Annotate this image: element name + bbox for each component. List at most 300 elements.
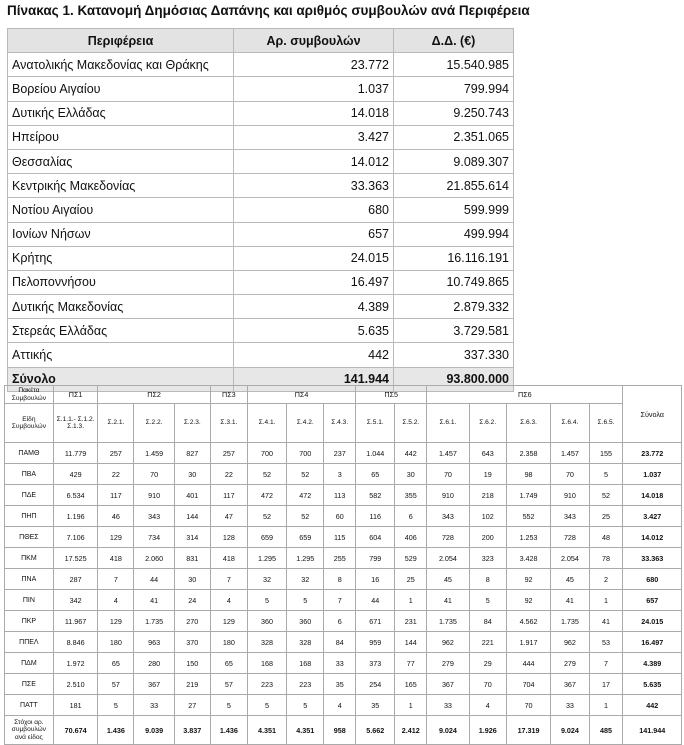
value-cell: 659 — [247, 527, 286, 548]
value-cell: 2.054 — [551, 548, 589, 569]
value-cell: 144 — [174, 506, 210, 527]
value-cell: 129 — [98, 527, 134, 548]
target-value-cell: 9.024 — [551, 716, 589, 745]
value-cell: 33 — [324, 653, 356, 674]
target-value-cell: 4.351 — [247, 716, 286, 745]
value-cell: 1.459 — [134, 443, 174, 464]
table-row — [8, 198, 514, 222]
package-group-header: ΠΣ6 — [427, 386, 623, 404]
value-cell: 84 — [469, 611, 506, 632]
region-code-cell: ΠΗΠ — [5, 506, 54, 527]
value-cell: 8 — [469, 569, 506, 590]
row-total-cell: 5.635 — [623, 674, 682, 695]
value-cell: 5 — [287, 590, 324, 611]
advice-count-cell: 1.037 — [234, 77, 394, 101]
value-cell: 168 — [247, 653, 286, 674]
value-cell: 8 — [324, 569, 356, 590]
value-cell: 78 — [589, 548, 623, 569]
advice-count-cell: 3.427 — [234, 125, 394, 149]
target-value-cell: 2.412 — [395, 716, 427, 745]
table-row — [8, 53, 514, 77]
value-cell: 280 — [134, 653, 174, 674]
advice-count-cell: 24.015 — [234, 246, 394, 270]
advice-type-header: Σ.1.1.- Σ.1.2. Σ.1.3. — [53, 404, 98, 443]
public-expenditure-cell: 3.729.581 — [394, 319, 514, 343]
total-public-expenditure: 93.800.000 — [394, 367, 514, 391]
row-total-cell: 657 — [623, 590, 682, 611]
table-row — [5, 527, 682, 548]
value-cell: 418 — [98, 548, 134, 569]
value-cell: 7.106 — [53, 527, 98, 548]
advice-count-cell: 657 — [234, 222, 394, 246]
target-value-cell: 5.662 — [356, 716, 395, 745]
table-row — [8, 174, 514, 198]
value-cell: 65 — [98, 653, 134, 674]
value-cell: 728 — [551, 527, 589, 548]
value-cell: 1 — [589, 590, 623, 611]
value-cell: 115 — [324, 527, 356, 548]
value-cell: 70 — [506, 695, 551, 716]
value-cell: 102 — [469, 506, 506, 527]
region-code-cell: ΠΣΕ — [5, 674, 54, 695]
table-row — [5, 443, 682, 464]
table-row — [8, 343, 514, 367]
target-value-cell: 3.837 — [174, 716, 210, 745]
public-expenditure-cell: 9.089.307 — [394, 149, 514, 173]
advice-type-header: Σ.3.1. — [210, 404, 247, 443]
value-cell: 44 — [134, 569, 174, 590]
value-cell: 41 — [589, 611, 623, 632]
value-cell: 1.917 — [506, 632, 551, 653]
public-expenditure-cell: 499.994 — [394, 222, 514, 246]
value-cell: 52 — [287, 464, 324, 485]
public-expenditure-cell: 16.116.191 — [394, 246, 514, 270]
advice-type-header: Σ.4.2. — [287, 404, 324, 443]
value-cell: 827 — [174, 443, 210, 464]
value-cell: 4 — [469, 695, 506, 716]
value-cell: 367 — [551, 674, 589, 695]
value-cell: 2.510 — [53, 674, 98, 695]
package-group-header: ΠΣ3 — [210, 386, 247, 404]
value-cell: 57 — [210, 674, 247, 695]
value-cell: 11.967 — [53, 611, 98, 632]
value-cell: 343 — [427, 506, 469, 527]
value-cell: 70 — [134, 464, 174, 485]
value-cell: 231 — [395, 611, 427, 632]
value-cell: 45 — [551, 569, 589, 590]
value-cell: 4 — [98, 590, 134, 611]
value-cell: 254 — [356, 674, 395, 695]
value-cell: 799 — [356, 548, 395, 569]
value-cell: 643 — [469, 443, 506, 464]
region-cell: Ανατολικής Μακεδονίας και Θράκης — [8, 53, 234, 77]
row-total-cell: 3.427 — [623, 506, 682, 527]
row-total-cell: 24.015 — [623, 611, 682, 632]
advice-type-header: Σ.6.3. — [506, 404, 551, 443]
value-cell: 129 — [98, 611, 134, 632]
value-cell: 910 — [427, 485, 469, 506]
table1-title: Πίνακας 1. Κατανομή Δημόσιας Δαπάνης και αριθμός συμβουλών ανά Περιφέρεια — [7, 3, 530, 18]
advice-type-header: Σ.5.2. — [395, 404, 427, 443]
value-cell: 2.060 — [134, 548, 174, 569]
total-advice-count: 141.944 — [234, 367, 394, 391]
value-cell: 1.735 — [134, 611, 174, 632]
value-cell: 45 — [427, 569, 469, 590]
value-cell: 343 — [551, 506, 589, 527]
value-cell: 117 — [98, 485, 134, 506]
value-cell: 1.457 — [427, 443, 469, 464]
value-cell: 65 — [356, 464, 395, 485]
value-cell: 41 — [427, 590, 469, 611]
value-cell: 33 — [134, 695, 174, 716]
value-cell: 5 — [469, 590, 506, 611]
value-cell: 728 — [427, 527, 469, 548]
value-cell: 700 — [247, 443, 286, 464]
table-row — [5, 548, 682, 569]
value-cell: 17.525 — [53, 548, 98, 569]
value-cell: 323 — [469, 548, 506, 569]
public-expenditure-cell: 15.540.985 — [394, 53, 514, 77]
table-row — [8, 295, 514, 319]
value-cell: 529 — [395, 548, 427, 569]
value-cell: 44 — [356, 590, 395, 611]
value-cell: 7 — [589, 653, 623, 674]
value-cell: 32 — [287, 569, 324, 590]
value-cell: 373 — [356, 653, 395, 674]
advice-type-header: Σ.6.1. — [427, 404, 469, 443]
value-cell: 2.358 — [506, 443, 551, 464]
value-cell: 6.534 — [53, 485, 98, 506]
table1-body — [8, 53, 514, 392]
value-cell: 270 — [174, 611, 210, 632]
value-cell: 48 — [589, 527, 623, 548]
value-cell: 7 — [324, 590, 356, 611]
value-cell: 218 — [469, 485, 506, 506]
value-cell: 367 — [427, 674, 469, 695]
value-cell: 671 — [356, 611, 395, 632]
table2-header — [5, 386, 682, 443]
advice-types-corner-label: Είδη Συμβουλών — [5, 404, 54, 443]
region-code-cell: ΠΒΑ — [5, 464, 54, 485]
row-total-cell: 14.012 — [623, 527, 682, 548]
value-cell: 60 — [324, 506, 356, 527]
value-cell: 367 — [134, 674, 174, 695]
region-code-cell: ΠΘΕΣ — [5, 527, 54, 548]
value-cell: 1.196 — [53, 506, 98, 527]
region-cell: Αττικής — [8, 343, 234, 367]
table-row — [5, 653, 682, 674]
table-row — [8, 149, 514, 173]
value-cell: 29 — [469, 653, 506, 674]
target-value-cell: 70.674 — [53, 716, 98, 745]
advice-type-header: Σ.6.5. — [589, 404, 623, 443]
total-label: Σύνολο — [8, 367, 234, 391]
value-cell: 355 — [395, 485, 427, 506]
advice-count-cell: 23.772 — [234, 53, 394, 77]
value-cell: 92 — [506, 569, 551, 590]
target-value-cell: 485 — [589, 716, 623, 745]
region-cell: Θεσσαλίας — [8, 149, 234, 173]
table-row — [5, 485, 682, 506]
value-cell: 237 — [324, 443, 356, 464]
region-code-cell: ΠΔΕ — [5, 485, 54, 506]
advice-type-header: Σ.4.1. — [247, 404, 286, 443]
table-row — [8, 319, 514, 343]
value-cell: 47 — [210, 506, 247, 527]
value-cell: 22 — [98, 464, 134, 485]
value-cell: 32 — [247, 569, 286, 590]
value-cell: 128 — [210, 527, 247, 548]
value-cell: 41 — [551, 590, 589, 611]
advice-count-cell: 5.635 — [234, 319, 394, 343]
table-row — [8, 101, 514, 125]
advice-count-cell: 442 — [234, 343, 394, 367]
value-cell: 98 — [506, 464, 551, 485]
target-value-cell: 17.319 — [506, 716, 551, 745]
region-cell: Στερεάς Ελλάδας — [8, 319, 234, 343]
value-cell: 659 — [287, 527, 324, 548]
row-total-cell: 23.772 — [623, 443, 682, 464]
region-cell: Κρήτης — [8, 246, 234, 270]
value-cell: 223 — [247, 674, 286, 695]
region-code-cell: ΠΚΡ — [5, 611, 54, 632]
value-cell: 30 — [174, 569, 210, 590]
region-cell: Ιονίων Νήσων — [8, 222, 234, 246]
value-cell: 1 — [589, 695, 623, 716]
advice-count-cell: 4.389 — [234, 295, 394, 319]
advice-type-header: Σ.4.3. — [324, 404, 356, 443]
value-cell: 257 — [210, 443, 247, 464]
value-cell: 328 — [287, 632, 324, 653]
value-cell: 314 — [174, 527, 210, 548]
row-total-cell: 680 — [623, 569, 682, 590]
value-cell: 221 — [469, 632, 506, 653]
value-cell: 401 — [174, 485, 210, 506]
value-cell: 1.749 — [506, 485, 551, 506]
value-cell: 1.295 — [247, 548, 286, 569]
value-cell: 155 — [589, 443, 623, 464]
table-row — [5, 569, 682, 590]
value-cell: 129 — [210, 611, 247, 632]
value-cell: 5 — [589, 464, 623, 485]
target-value-cell: 4.351 — [287, 716, 324, 745]
value-cell: 144 — [395, 632, 427, 653]
value-cell: 70 — [551, 464, 589, 485]
public-expenditure-cell: 10.749.865 — [394, 270, 514, 294]
advice-count-cell: 680 — [234, 198, 394, 222]
value-cell: 27 — [174, 695, 210, 716]
advice-count-column-header: Αρ. συμβουλών — [234, 29, 394, 53]
public-expenditure-cell: 2.879.332 — [394, 295, 514, 319]
value-cell: 1.735 — [551, 611, 589, 632]
value-cell: 1.972 — [53, 653, 98, 674]
advice-type-header: Σ.5.1. — [356, 404, 395, 443]
table1-header-row — [8, 29, 514, 53]
region-cell: Δυτικής Μακεδονίας — [8, 295, 234, 319]
value-cell: 223 — [287, 674, 324, 695]
value-cell: 200 — [469, 527, 506, 548]
value-cell: 604 — [356, 527, 395, 548]
value-cell: 700 — [287, 443, 324, 464]
package-group-header: ΠΣ1 — [53, 386, 98, 404]
value-cell: 5 — [287, 695, 324, 716]
target-value-cell: 1.436 — [210, 716, 247, 745]
value-cell: 552 — [506, 506, 551, 527]
target-value-cell: 9.024 — [427, 716, 469, 745]
value-cell: 6 — [395, 506, 427, 527]
value-cell: 1 — [395, 695, 427, 716]
value-cell: 35 — [356, 695, 395, 716]
region-code-cell: ΠΔΜ — [5, 653, 54, 674]
value-cell: 1 — [395, 590, 427, 611]
value-cell: 279 — [427, 653, 469, 674]
value-cell: 328 — [247, 632, 286, 653]
region-code-cell: ΠΑΤΤ — [5, 695, 54, 716]
value-cell: 52 — [247, 506, 286, 527]
table-row — [5, 611, 682, 632]
region-code-cell: ΠΠΕΛ — [5, 632, 54, 653]
value-cell: 255 — [324, 548, 356, 569]
row-total-cell: 16.497 — [623, 632, 682, 653]
package-group-header: ΠΣ4 — [247, 386, 355, 404]
package-group-header: ΠΣ2 — [98, 386, 210, 404]
public-expenditure-column-header: Δ.Δ. (€) — [394, 29, 514, 53]
value-cell: 30 — [395, 464, 427, 485]
value-cell: 77 — [395, 653, 427, 674]
public-expenditure-cell: 2.351.065 — [394, 125, 514, 149]
value-cell: 2.054 — [427, 548, 469, 569]
value-cell: 70 — [427, 464, 469, 485]
region-code-cell: ΠΝΑ — [5, 569, 54, 590]
value-cell: 4.562 — [506, 611, 551, 632]
target-value-cell: 958 — [324, 716, 356, 745]
regional-allocation-table — [7, 28, 514, 392]
table-row — [8, 125, 514, 149]
region-cell: Νοτίου Αιγαίου — [8, 198, 234, 222]
value-cell: 287 — [53, 569, 98, 590]
value-cell: 11.779 — [53, 443, 98, 464]
row-total-cell: 442 — [623, 695, 682, 716]
target-value-cell: 1.436 — [98, 716, 134, 745]
advice-type-header: Σ.2.3. — [174, 404, 210, 443]
value-cell: 116 — [356, 506, 395, 527]
table-row — [5, 695, 682, 716]
value-cell: 41 — [134, 590, 174, 611]
value-cell: 429 — [53, 464, 98, 485]
value-cell: 418 — [210, 548, 247, 569]
value-cell: 219 — [174, 674, 210, 695]
value-cell: 165 — [395, 674, 427, 695]
advice-type-header-row — [5, 404, 682, 443]
value-cell: 24 — [174, 590, 210, 611]
value-cell: 472 — [287, 485, 324, 506]
value-cell: 406 — [395, 527, 427, 548]
value-cell: 52 — [589, 485, 623, 506]
value-cell: 360 — [247, 611, 286, 632]
value-cell: 92 — [506, 590, 551, 611]
table-row — [5, 590, 682, 611]
value-cell: 52 — [247, 464, 286, 485]
public-expenditure-cell: 599.999 — [394, 198, 514, 222]
value-cell: 442 — [395, 443, 427, 464]
value-cell: 472 — [247, 485, 286, 506]
region-cell: Ηπείρου — [8, 125, 234, 149]
value-cell: 1.735 — [427, 611, 469, 632]
value-cell: 2 — [589, 569, 623, 590]
value-cell: 181 — [53, 695, 98, 716]
value-cell: 962 — [427, 632, 469, 653]
public-expenditure-cell: 9.250.743 — [394, 101, 514, 125]
value-cell: 343 — [134, 506, 174, 527]
value-cell: 370 — [174, 632, 210, 653]
advice-count-cell: 14.012 — [234, 149, 394, 173]
table-row — [5, 632, 682, 653]
target-value-cell: 1.926 — [469, 716, 506, 745]
region-cell: Βορείου Αιγαίου — [8, 77, 234, 101]
targets-row — [5, 716, 682, 745]
public-expenditure-cell: 799.994 — [394, 77, 514, 101]
value-cell: 4 — [210, 590, 247, 611]
value-cell: 53 — [589, 632, 623, 653]
value-cell: 963 — [134, 632, 174, 653]
region-cell: Πελοποννήσου — [8, 270, 234, 294]
public-expenditure-cell: 21.855.614 — [394, 174, 514, 198]
value-cell: 180 — [210, 632, 247, 653]
value-cell: 734 — [134, 527, 174, 548]
value-cell: 962 — [551, 632, 589, 653]
advice-count-cell: 14.018 — [234, 101, 394, 125]
advice-type-header: Σ.2.2. — [134, 404, 174, 443]
region-code-cell: ΠΚΜ — [5, 548, 54, 569]
package-group-header: ΠΣ5 — [356, 386, 427, 404]
targets-label: Στόχοι αρ. συμβουλών ανά είδος — [5, 716, 54, 745]
value-cell: 25 — [395, 569, 427, 590]
public-expenditure-cell: 337.330 — [394, 343, 514, 367]
value-cell: 4 — [324, 695, 356, 716]
value-cell: 6 — [324, 611, 356, 632]
packages-corner-label: Πακέτα Συμβουλών — [5, 386, 54, 404]
value-cell: 57 — [98, 674, 134, 695]
value-cell: 180 — [98, 632, 134, 653]
value-cell: 22 — [210, 464, 247, 485]
value-cell: 582 — [356, 485, 395, 506]
value-cell: 342 — [53, 590, 98, 611]
value-cell: 150 — [174, 653, 210, 674]
value-cell: 959 — [356, 632, 395, 653]
value-cell: 70 — [469, 674, 506, 695]
value-cell: 7 — [98, 569, 134, 590]
table-row — [5, 506, 682, 527]
value-cell: 84 — [324, 632, 356, 653]
value-cell: 831 — [174, 548, 210, 569]
row-total-cell: 33.363 — [623, 548, 682, 569]
value-cell: 113 — [324, 485, 356, 506]
region-column-header: Περιφέρεια — [8, 29, 234, 53]
value-cell: 19 — [469, 464, 506, 485]
advice-type-header: Σ.2.1. — [98, 404, 134, 443]
value-cell: 35 — [324, 674, 356, 695]
value-cell: 1.044 — [356, 443, 395, 464]
advice-packages-table — [4, 385, 682, 745]
totals-column-header: Σύνολα — [623, 386, 682, 443]
value-cell: 117 — [210, 485, 247, 506]
value-cell: 25 — [589, 506, 623, 527]
value-cell: 279 — [551, 653, 589, 674]
table-row — [8, 222, 514, 246]
region-code-cell: ΠΑΜΘ — [5, 443, 54, 464]
table-row — [5, 674, 682, 695]
value-cell: 704 — [506, 674, 551, 695]
